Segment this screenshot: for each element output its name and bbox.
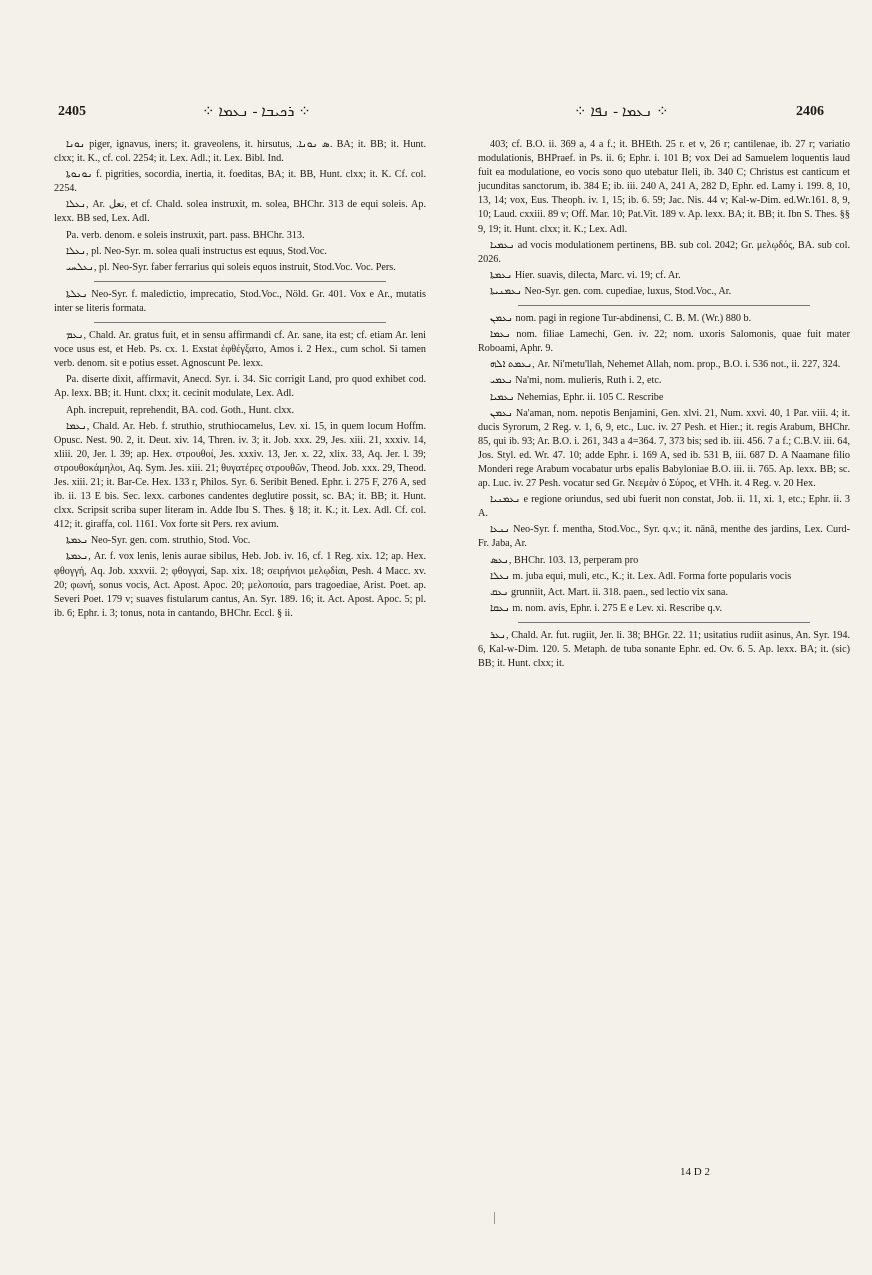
dictionary-entry: ܢܥܪ, Chald. Ar. fut. rugiit, Jer. li. 38; BHGr. 22. 11; usitatius rudiit asinus, An. Syr. 194. 6, Kal-w-Dim. 120. 5. Metaph. de tuba sonante Ephr. ed. Ov. 6. 5. Ap. lexx. BA; it. (sic) BB; it. Hunt. clxx; it. bbox=[478, 629, 850, 670]
dictionary-entry: ܢܥܡܐ nom. filiae Lamechi, Gen. iv. 22; nom. uxoris Salomonis, quae fuit mater Roboami, Aphr. 9. bbox=[478, 329, 850, 355]
section-divider bbox=[518, 305, 810, 306]
dictionary-entry: ܢܥܠܬܐ Neo-Syr. f. maledictio, imprecatio, Stod.Voc., Nöld. Gr. 401. Vox e Ar., mutatis inter se literis formata. bbox=[54, 288, 426, 314]
signature-mark: 14 D 2 bbox=[680, 1166, 710, 1178]
dictionary-entry: ܢܥܡܝ Na'mi, nom. mulieris, Ruth i. 2, etc. bbox=[490, 375, 662, 387]
dictionary-entry: ܢܥܠܚܝ, pl. Neo-Syr. faber ferrarius qui soleis equos instruit, Stod.Voc. Voc. Pers. bbox=[66, 261, 396, 273]
dictionary-entry: Aph. increpuit, reprehendit, BA. cod. Goth., Hunt. clxx. bbox=[66, 404, 295, 416]
section-divider bbox=[94, 322, 386, 323]
right-running-head: ⁘ ܢܥܡܐ - ܢܦܐ ⁘ bbox=[574, 104, 669, 120]
dictionary-entry: 403; cf. B.O. ii. 369 a, 4 a f.; it. BHEth. 25 r. et v, 26 r; cantilenae, ib. 27 r; variatio modulationis, BHPraef. in Ps. ii. 6; Ephr. i. 101 B; vox Dei ad Samuelem loquentis laud fuit ea modulatione, eo vocis sono quo utebatur Ileli, ib. 340 C; Christus est canticum et jucunditas sanctorum, ib. 384 E; ib. iii. 240 A, 241 A, 282 D, Ephr. ed. Lamy i. 199. 8, 10, 13, 14; vox, Eus. Theoph. iv. 1, 15; ib. 6. 59; Jac. Nis. 44 v; Kal-w-Dim. ed.Wr.161. 8, 9, 10; Laud. cxxiii. 89 v; Off. Mar. 10; Pat.Vit. 189 v. Ap. lexx. BA; it. BB; it. Ibn S. Thes. §§ 9, 19; it. Hunt. clxx; it. K.; Lex. Adl. bbox=[478, 139, 850, 235]
dictionary-entry: ܢܥܡܢ nom. pagi in regione Tur-abdinensi, C. B. M. (Wr.) 880 b. bbox=[490, 313, 752, 325]
dictionary-entry: ܢܥܩ grunniit, Act. Mart. ii. 318. paen., sed lectio vix sana. bbox=[490, 586, 729, 598]
left-page-number: 2405 bbox=[58, 104, 86, 119]
dictionary-entry: ܢܥܡܢܝܬܐ Neo-Syr. gen. com. cupediae, luxus, Stod.Voc., Ar. bbox=[490, 285, 732, 297]
dictionary-entry: ܢܥܡܬܐ, Ar. f. vox lenis, lenis aurae sibilus, Heb. Job. iv. 16, cf. 1 Reg. xix. 12; ap. Hex. φθογγή, Aq. Job. xxxvii. 2; φθογγαί, Sap. xix. 18; σειρήνιοι μελῳδίαι, Pesh. 4 Macc. xv. 20; φωνή, sonus vocis, Act. Apost. Apoc. 20; μελοποιία, pars tragoediae, Arist. Poet. ap. Severi Poet. 179 v; suaves fistularum cantus, An. Syr. 189. 16; it. Act. Apost. Apoc. 5; pl. ib. 6; Ephr. i. 3; tonus, nota in cantando, BHChr. Eccl. § ii. bbox=[54, 551, 426, 619]
dictionary-entry: ܢܥܡ, Chald. Ar. gratus fuit, et in sensu affirmandi cf. Ar. sane, ita est; cf. etiam Ar. leni voce usus est, et Heb. Ps. cx. 1. Exstat ἐφθέγξατο, Amos i. 2 Hex., cum schol. Si tamen verb. denom. sit e potius esset. Agnoscunt Pe. lexx. bbox=[54, 330, 426, 370]
dictionary-entry: ܢܥܡܢܝܐ e regione oriundus, sed ubi fuerit non constat, Job. ii. 11, xi. 1, etc.; Ephr. ii. 3 A. bbox=[478, 494, 850, 520]
dictionary-entry: ܢܘܢܐ piger, ignavus, iners; it. graveolens, it. hirsutus, .ܣ ܢܘܢܐ. BA; it. BB; it. Hunt. clxx; it. K., cf. col. 2254; it. Lex. Adl.; it. Lex. Bibl. Ind. bbox=[54, 139, 426, 165]
dictionary-entry: ܢܥܡܐ, Chald. Ar. Heb. f. struthio, struthiocamelus, Lev. xi. 15, in quem locum Hoffm. Opusc. Nest. 90. 2, it. Deut. xiv. 14, Thren. iv. 3; it. Job. xxx. 29, Jes. xiii. 21, xxxiv. 14, xliii. 20, Jer. l. 39; ap. Hex. στρουθοί, Jes. xxxiv. 13, Jer. x. 22, xlix. 33, Aq. Jer. l. 39; στρουθοκάμηλοι, Aq. Sym. Jes. xiii. 21; θυγατέρες στρουθῶν, Theod. Job. xxx. 29, Theod. Jes. xiii. 21; it. Bar-Ce. Hex. 133 r, Philos. Syr. 6. Seribit Bened. Ephr. i. 275 F, 276 A, sed ib. ii. 13 E bis. Sec. lexx. carbones candentes deglutire possit, sc. BA; it. BB; it. Hunt. clxx. Scripsit scriba super literam in. Adde Ibu S. Thes. § 18; it. K.; it. Lex. Adl. Cf. col. 412; it. giraffa, col. 1161. Vox forte sit Pers. rex avium. bbox=[54, 420, 426, 531]
margin-mark bbox=[494, 1212, 495, 1224]
dictionary-entry: ܢܥܠܐ, pl. Neo-Syr. m. solea quali instructus est equus, Stod.Voc. bbox=[66, 245, 327, 257]
page-header bbox=[52, 100, 832, 124]
section-divider bbox=[94, 281, 386, 282]
dictionary-entry: ܢܥܣ, BHChr. 103. 13, perperam pro bbox=[490, 554, 639, 566]
right-page-number: 2406 bbox=[796, 104, 824, 119]
dictionary-entry: ܢܥܡܝܐ ad vocis modulationem pertinens, BB. sub col. 2042; Gr. μελῳδός, BA. sub col. 2026. bbox=[478, 239, 850, 265]
dictionary-entry: ܢܥܠܐ m. juba equi, muli, etc., K.; it. Lex. Adl. Forma forte popularis vocis bbox=[490, 570, 792, 582]
dictionary-entry: ܢܥܡܬ ܐܠܗ, Ar. Ni'metu'llah, Nehemet Allah, nom. prop., B.O. i. 536 not., ii. 227, 324. bbox=[490, 359, 841, 371]
dictionary-entry: ܢܥܡܢ Na'aman, nom. nepotis Benjamini, Gen. xlvi. 21, Num. xxvi. 40, 1 Par. viii. 4; it. ducis Syrorum, 2 Reg. v. 1, 6, 9, etc., Luc. iv. 27 Pesh. et Hier.; it. regis Arabum, BHChr. 85, qui ib. 93; Ar. B.O. i. 261, 343 a 4=364. 7, 373 bis; sed ib. iii. 456. 7 a f.; C.B.V. iii. 64, Jos. Styl. ed. Wr. 47. 10; adde Ephr. i. 169 A, sed ib. 531 B, iii. 687 D. A Naamane filio Monderi rege Arabum vocabatur urbs epalis Babyloniae B.O. iii. ii. 765. Ap. lexx. BB; sc. ap. Luc. iv. 27 Pesh. vocatur sed Gr. Νεεμὰν ὁ Σύρος, et VHh. it. 4 Reg. v. 20 Hex. bbox=[478, 407, 850, 490]
left-running-head: ⁘ ܪܟܝܒܐ - ܢܥܡܐ ⁘ bbox=[202, 104, 311, 120]
dictionary-entry: ܢܥܠܐ, Ar. ‏نعل‏, et cf. Chald. solea instruxit, m. solea, BHChr. 313 de equi soleis. Ap. lexx. BB sed, Lex. Adl. bbox=[54, 199, 426, 225]
dictionary-entry: ܢܘܢܘܬܐ f. pigrities, socordia, inertia, it. foeditas, BA; it. BB, Hunt. clxx; it. K. Cf. col. 2254. bbox=[54, 169, 426, 195]
dictionary-entry: ܢܥܩܐ m. nom. avis, Ephr. i. 275 E e Lev. xi. Rescribe q.v. bbox=[490, 602, 723, 614]
section-divider bbox=[518, 622, 810, 623]
dictionary-entry: ܢܥܡܝܐ Nehemias, Ephr. ii. 105 C. Rescribe bbox=[490, 391, 664, 403]
dictionary-entry: Pa. verb. denom. e soleis instruxit, part. pass. BHChr. 313. bbox=[66, 229, 305, 241]
left-column bbox=[54, 138, 426, 1248]
right-column bbox=[478, 138, 850, 1248]
dictionary-columns bbox=[52, 138, 850, 1248]
dictionary-entry: Pa. diserte dixit, affirmavit, Anecd. Syr. i. 34. Sic corrigit Land, pro quod exhibet cod. Ap. lexx. BB; it. Hunt. clxx; it. cecinit modulate, Lex. Adl. bbox=[54, 374, 426, 400]
dictionary-entry: ܢܢܥܐ Neo-Syr. f. mentha, Stod.Voc., Syr. q.v.; it. nānā, menthe des jardins, Lex. Curd-Fr. Jaba, Ar. bbox=[478, 524, 850, 550]
dictionary-entry: ܢܥܡܬܐ Hier. suavis, dilecta, Marc. vi. 19; cf. Ar. bbox=[490, 269, 681, 281]
dictionary-entry: ܢܥܡܬܐ Neo-Syr. gen. com. struthio, Stod. Voc. bbox=[66, 535, 251, 547]
